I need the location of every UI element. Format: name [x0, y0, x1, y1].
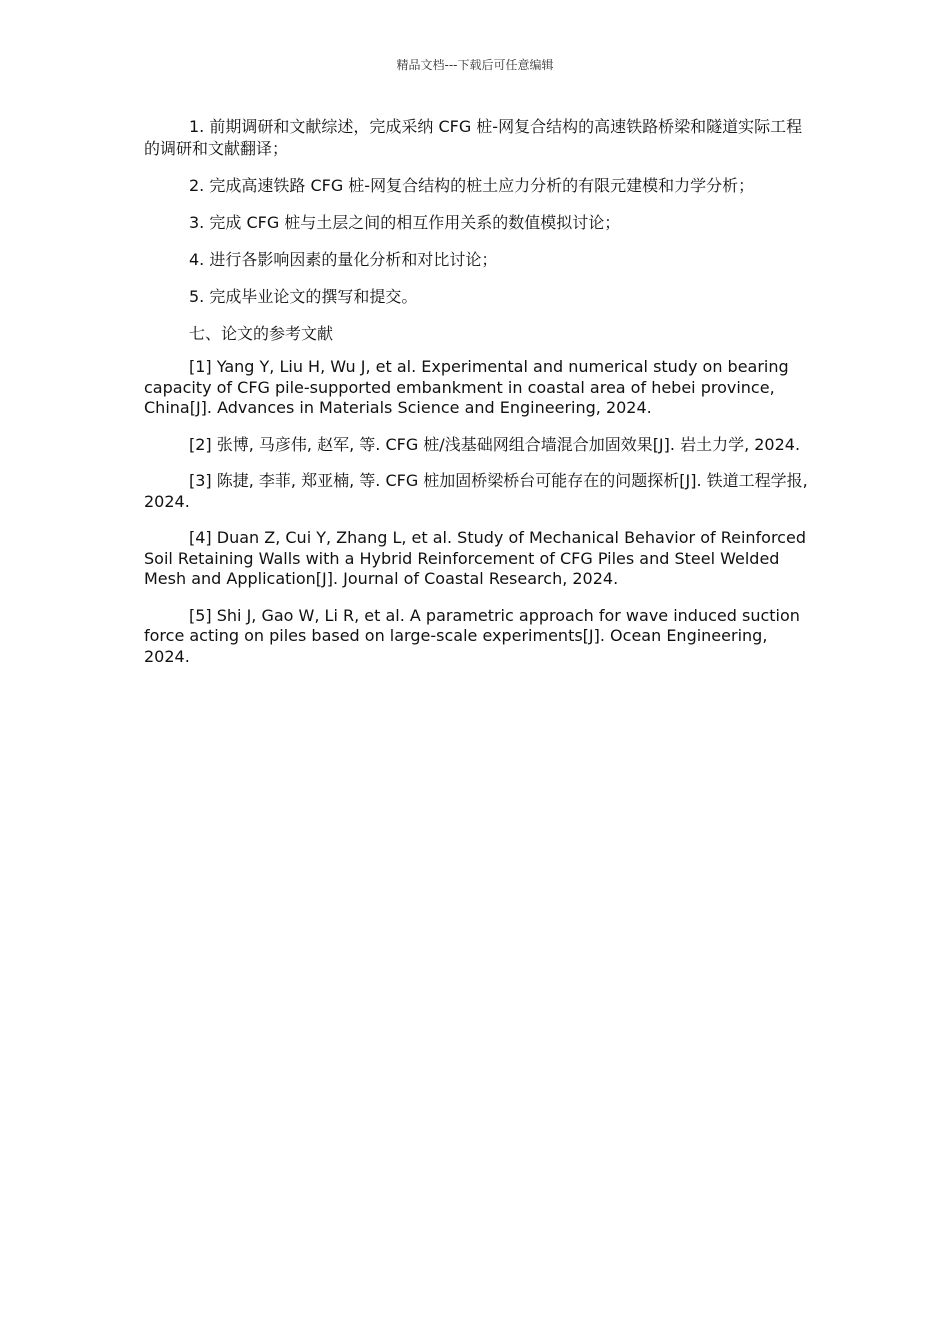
- reference-item-3: [3] 陈捷, 李菲, 郑亚楠, 等. CFG 桩加固桥梁桥台可能存在的问题探析[J]. 铁道工程学报, 2024.: [144, 471, 808, 511]
- task-item-5: 5. 完成毕业论文的撰写和提交。: [189, 287, 418, 306]
- task-item-1: 1. 前期调研和文献综述，完成采纳 CFG 桩-网复合结构的高速铁路桥梁和隧道实际工程的调研和文献翻译；: [144, 117, 803, 158]
- task-item-4: 4. 进行各影响因素的量化分析和对比讨论；: [189, 250, 498, 269]
- task-item-2: 2. 完成高速铁路 CFG 桩-网复合结构的桩土应力分析的有限元建模和力学分析；: [189, 176, 755, 195]
- page-header: 精品文档---下载后可任意编辑: [396, 58, 554, 72]
- references-heading: 七、论文的参考文献: [189, 324, 334, 343]
- reference-item-2: [2] 张博, 马彦伟, 赵军, 等. CFG 桩/浅基础网组合墙混合加固效果[J]. 岩土力学, 2024.: [189, 434, 801, 454]
- reference-item-5: [5] Shi J, Gao W, Li R, et al. A parametric approach for wave induced suction force acting on piles based on large-scale experiments[J]. Ocean Engineering, 2024.: [144, 605, 800, 666]
- reference-item-4: [4] Duan Z, Cui Y, Zhang L, et al. Study of Mechanical Behavior of Reinforced Soil Retaining Walls with a Hybrid Reinforcement of CFG Piles and Steel Welded Mesh and Application[J]. Journal of Coastal Research, 2024.: [144, 528, 806, 588]
- reference-item-1: [1] Yang Y, Liu H, Wu J, et al. Experimental and numerical study on bearing capacity of CFG pile-supported embankment in coastal area of hebei province, China[J]. Advances in Materials Science and Engineering, 2024.: [144, 357, 789, 417]
- task-item-3: 3. 完成 CFG 桩与土层之间的相互作用关系的数值模拟讨论；: [189, 213, 621, 232]
- document-body: [144, 116, 808, 683]
